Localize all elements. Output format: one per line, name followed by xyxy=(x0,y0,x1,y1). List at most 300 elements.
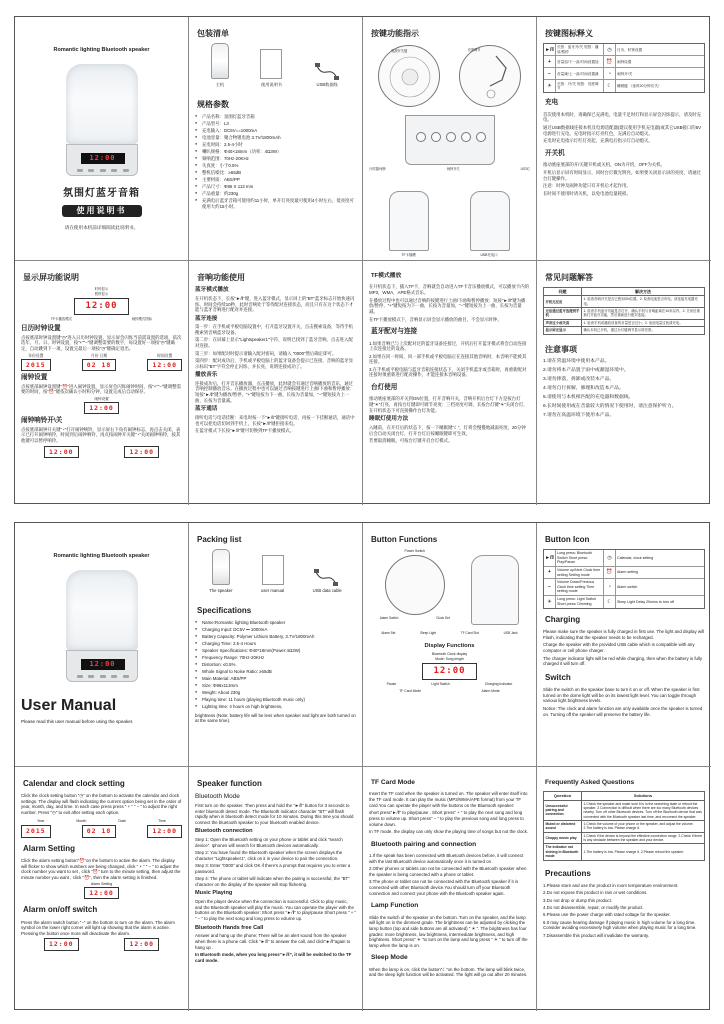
display-label: Bluetooth Clock display xyxy=(431,652,468,657)
en-conn-title: Bluetooth connection xyxy=(195,828,253,835)
cn-audio-panel xyxy=(189,261,363,505)
en-functions-title: Button Functions xyxy=(371,535,438,544)
en-lamp-illustration xyxy=(66,570,138,682)
en-lamp-title: Lamp Function xyxy=(371,902,419,910)
en-brand: Romantic lighting Bluetooth speaker xyxy=(53,553,150,559)
icon-desc: Sleep Light Delay 20mins to turn off xyxy=(617,599,674,604)
cn-packing-list xyxy=(195,43,356,87)
cn-functions-panel xyxy=(363,17,537,261)
en-top-diagram xyxy=(380,549,450,629)
power-para: 注意：时钟及闹钟功能只有开机后才起作用。 xyxy=(543,183,631,189)
table-row xyxy=(544,319,705,326)
packing-item-label: USB数据线 xyxy=(316,82,338,88)
en-faq-table xyxy=(543,791,705,860)
en-speaker-panel xyxy=(189,767,363,1011)
en-pair-title: Bluetooth pairing and connection xyxy=(371,840,477,848)
pair-item: 1.如果音响已与上次配对过的蓝牙设备连接过，开机后打开蓝牙模式将会自动连接上次连接过的设备。 xyxy=(369,340,527,352)
packing-item-manual xyxy=(260,49,282,87)
usb-cable-icon xyxy=(314,62,340,82)
en-icons-title: Button Icon xyxy=(545,535,590,544)
prec-item: 5.Please use the power charge with rated voltage for the speaker. xyxy=(543,912,671,918)
alarm-text: Click the alarm setting button“⏰”on the bottom to active the alarm. The display will flicker to show which numbers are being changed, click “ + ” “ − ” to adjust the clock number you want to set , click “⏰” turn to the minute setting, then adjust the minute number you want , click “⏰”, then the alarm setting is finished. xyxy=(21,857,181,880)
label-power-switch: Power Switch xyxy=(404,549,426,554)
cn-lamp-illustration xyxy=(66,64,138,176)
en-hf-title: Bluetooth Hands free Call xyxy=(195,924,264,931)
spec-item: ● Speaker Specifications: Φ40*18mm(Power:4Ω3W) xyxy=(195,648,356,654)
cn-specs-list xyxy=(195,114,356,209)
label-alarm-set: Alarm Set xyxy=(381,631,396,636)
faq-header: 问题 xyxy=(544,288,582,296)
en-speaker-title: Speaker function xyxy=(197,779,262,788)
faq-question: 无法通过蓝牙连接到手机 xyxy=(544,308,582,320)
display-label: Light Switch xyxy=(431,682,450,687)
cn-icon-table xyxy=(543,43,705,93)
spec-item: ● 充电输入：DC5V==1000mA xyxy=(195,128,356,134)
display-lcd: 12:00 xyxy=(422,663,476,681)
icon-desc: 音量加/下一曲 时间设置加 xyxy=(556,56,604,67)
time-lcd: 12:00 xyxy=(147,825,182,837)
display-label: Charging Indicator xyxy=(484,682,513,687)
power-para: 长时间不使用时请关机，以免电池电量耗损。 xyxy=(543,190,631,196)
cn-onoff-title: 闹钟响铃开\关 xyxy=(21,416,63,424)
spec-item: ● Whole Signal to Noise Ratio: ≥65dB xyxy=(195,669,356,675)
charging-para: The charger indicator light will be red while charging, then when the battery is fully charged it will turn off. xyxy=(543,655,703,667)
lcd-label: 月份 日期 xyxy=(90,353,108,358)
switch-para: Notice: The clock and alarm function are only available once the speaker is turned on. Turning off the speaker will preserve the battery life. xyxy=(543,706,703,717)
icon-desc: 长按：开/关 短按：亮度调节 xyxy=(556,80,604,92)
label-alarm-switch: Alarm Switch xyxy=(379,615,399,620)
spec-item: ● 失真度：小于0.5% xyxy=(195,163,356,169)
label-tf-mode: TF卡播放模式 xyxy=(50,317,72,322)
date-lcd: 02 18 xyxy=(82,825,117,837)
prec-item: 6.It may cause hearing damage if playing music in high volume for a long time. Consider avoiding excessively high volume when playing music for a long time. xyxy=(543,919,697,931)
packing-item-label: USB data cable xyxy=(312,588,342,594)
en-bt-title: Bluetooth Mode xyxy=(195,793,240,801)
cn-packing-specs-panel xyxy=(189,17,363,261)
onoff-lcd-row xyxy=(21,938,182,950)
icon-desc: 闹钟开/关 xyxy=(617,71,633,76)
conn-step: Step 4: The phone or tablet will indicate when the pairing is successful, the “BT” character on the display of the speaker will stop flickering. xyxy=(195,876,350,887)
table-row xyxy=(544,308,705,320)
en-sleep-title: Sleep Mode xyxy=(371,954,408,962)
alarm-lcd: 12:00 xyxy=(84,887,119,899)
calendar-lcd-row xyxy=(21,825,182,837)
faq-answer: 1.Check the volume of your phone or the speaker, and adjust the volume. 2.The battery is low. Please charge it. xyxy=(582,820,705,832)
en-side-diagram xyxy=(471,555,519,625)
en-packing-list xyxy=(195,549,356,593)
table-row xyxy=(544,844,705,860)
icon-row xyxy=(544,80,704,92)
cn-power-title: 开关机 xyxy=(545,149,565,157)
spec-item: ● Weight: About 230g xyxy=(195,690,356,696)
charging-para: Please make sure the speaker is fully charged in first use. The light and display will Flash, indicating that the speaker needs to be recharged. xyxy=(543,629,704,640)
table-row xyxy=(544,327,705,334)
cn-faq-title: 常见问题解答 xyxy=(545,273,593,282)
lcd-label: Alarm Setting xyxy=(90,882,113,887)
calendar-text: 点按底部时钟设置键“◷”进入日历时钟设置，显示屏会闪烁当前需设置的选项，依次选年、月、日、时钟设置，按“+”“−”键调整需要的数字，每设置好一项按“◷”键确定，自动跳到下一项，设置完最后一项按“◷”键确定退出。 xyxy=(21,334,182,352)
en-cover-panel xyxy=(15,523,189,767)
label-tf-slot: TF卡插槽 xyxy=(401,253,416,258)
cn-audio-title: 音响功能使用 xyxy=(197,273,245,282)
faq-header: Solutions xyxy=(582,792,705,800)
tf-text: In TF mode, the display can only show the playing time of songs but not the clock. xyxy=(369,829,529,835)
cn-display-title: 显示屏功能说明 xyxy=(23,273,79,282)
icon-desc: Volume up/Next Clock time setting Setting mode xyxy=(556,567,604,578)
table-row xyxy=(544,820,705,832)
onoff-text: Press the alarm switch button “◔” on the bottom to turn on the alarm. The alarm symbol on the lower right corner will light up showing that the alarm is active. Pressing the button once more will deactivate the alarm. xyxy=(21,919,175,936)
label-pause-display: 暂停显示 xyxy=(94,291,109,296)
play-pause-icon: ►/‖ xyxy=(544,44,556,55)
icon-desc: 音量减/上一曲 时间设置减 xyxy=(556,68,604,79)
faq-question: 显示屏无显示 xyxy=(544,327,582,334)
faq-question: 声音过小或失真 xyxy=(544,319,582,326)
en-onoff-title: Alarm on/off switch xyxy=(23,905,98,915)
en-display-title: Display Functions xyxy=(424,643,475,650)
lamp-text: 推动底座底部的开关到ON位置，打开音响开关，音响开机后台灯下方是按台灯键“☀”灯亮，再按台灯键即可调节亮度：三档亮度可调，长按台灯键“☀”关闭台灯，在开机状态下可直接操作台灯功能。 xyxy=(369,396,528,413)
spec-item: ● Frequency Range: 70Hz-20KHz xyxy=(195,655,356,661)
lamp-shade xyxy=(66,64,138,144)
display-label: Mode: Song length xyxy=(435,656,464,661)
charging-para: 首次使用本机时，请确保已充满电，电量不足时灯和显示屏会闪烁提示，请及时充电。 xyxy=(543,111,702,123)
cn-faq-panel xyxy=(537,261,711,505)
spec-item: ● 喇叭规格：Φ40×18mm（功率：4Ω3W） xyxy=(195,149,356,155)
icon-desc: Alarm setting xyxy=(617,570,638,575)
spec-item: ● Size: Φ86x113mm xyxy=(195,683,356,689)
english-manual-sheet xyxy=(14,522,710,1010)
icon-row xyxy=(544,596,704,608)
lamp-buttons xyxy=(77,675,129,678)
tf-text: 在TF卡播放模式下，音响显示屏会显示播放的曲目，不会显示时钟。 xyxy=(369,316,502,322)
cn-call-title: 蓝牙通话 xyxy=(195,406,218,413)
packing-item-label: The speaker xyxy=(209,588,233,594)
play-pause-icon: ►/‖ xyxy=(544,550,556,566)
conn-step: Step 2: You have found the Bluetooth speaker when the screen displays the character “Lightspeaker1”, click on it in your device to pair the connection. xyxy=(195,850,343,861)
cn-cover-note: 请在使用本机前详细阅读此说明书。 xyxy=(64,225,139,231)
icon-desc: Long press: Light Switch Short press: Dimming xyxy=(556,596,604,608)
charging-para: 充电时充电指示灯红灯亮起，充满电后指示灯自动熄灭。 xyxy=(543,138,653,144)
label-usb-jack: USB Jack xyxy=(503,631,518,636)
call-text: 接听电话与电话挂断：来电时按一下“►/‖”键接听电话，再按一下挂断通话，通话中也可以把电话切回到手机上，长按“►/‖”键拒接来电。 xyxy=(195,415,355,426)
sleep-text: 入睡前，在开灯后的状态下，按一下睡眠键“☾”，灯将会慢慢地减弱亮度，20分钟后会自动关闭台灯，打开台灯后按睡眠键即可生效。 xyxy=(369,424,526,436)
top-view-diagram xyxy=(378,45,440,107)
pair-item: 3.在手机或平板电脑与蓝牙音箱连接状态下，关闭手机蓝牙或音箱时，再重新配对连接时须重新进行配对操作，才能连接本音响设备。 xyxy=(369,366,527,378)
spec-item: ● 产品重量：约230g xyxy=(195,191,356,197)
note-item: 1.请在常温环境中使用本产品。 xyxy=(543,358,610,364)
play-text: 连接成功后，打开音乐播放器，点击播放，此时就会有通过音响播放的音乐，通过音响控制播放音乐。在播放过程中也可以通过音响按键进行上曲/下曲和暂停播放：短按“►/‖”键为播放/暂停，“+”键短按为下一曲，长按为音量加，“−”键短按为上一曲，长按为音量减。 xyxy=(195,380,355,403)
cn-calendar-title: 日历时钟设置 xyxy=(21,324,61,332)
alarm-switch-icon: ◔ xyxy=(604,68,616,79)
cn-sleep-title: 睡眠灯使用方法 xyxy=(369,416,409,423)
cn-icons-title: 按键图标释义 xyxy=(545,29,593,38)
en-faq-panel xyxy=(537,767,711,1011)
faq-question: The indicator not shining in Bluetooth mode xyxy=(544,844,582,860)
charging-para: 通过USB数据线连接本机及电源适配器(建议使用手机充电器)或其它USB接口的5V电源进行充电，充电时指示灯亮红色，充满后自动熄灭。 xyxy=(543,125,702,136)
note-item: 7.请勿在高温环境下使用本产品。 xyxy=(543,413,615,419)
bt-step: 第二步：在屏幕上显示“Lightspeaker1”字符，说明已找到了蓝牙音响，点击进入配对连接。 xyxy=(195,337,353,349)
cn-faq-table xyxy=(543,287,705,334)
side-ports-diagram xyxy=(470,191,510,251)
cn-tf-panel xyxy=(363,261,537,505)
faq-question: 开机无反应 xyxy=(544,296,582,308)
tf-text: Insert the TF card when the speaker is turned on. The speaker will enter itself into the TF card mode. It can play the music (MP3/WMA/APE format) from your TF card.You can operate the player with the buttons on the Bluetooth speaker: xyxy=(369,791,528,808)
light-icon: ☀ xyxy=(544,80,556,92)
spec-item: ● Charging Input: DC5V ⎓ 1000mA xyxy=(195,627,356,633)
en-packing-specs-panel xyxy=(189,523,363,767)
spec-item: ● 主要材质：ABS/PP xyxy=(195,177,356,183)
label-power-switch: 电源开关键 xyxy=(391,49,408,54)
cn-packing-title: 包装清单 xyxy=(197,29,229,38)
faq-answer: 1. 检查手机蓝牙功能是否打开，确认手机与音响距离在10米以内。2. 关闭后重新打开蓝牙功能，然后重新进行配对连接。 xyxy=(582,308,705,320)
label-brightness: 亮度调节 xyxy=(467,48,481,53)
spec-item: ● 产品型号：L3 xyxy=(195,121,356,127)
packing-item-manual xyxy=(261,555,284,593)
charging-para: Charge the speaker with the provided USB cable which is compatible with any computer or cell phone charger. xyxy=(543,642,695,654)
clock-icon: ◷ xyxy=(604,44,616,55)
en-faq-title: Frequently Asked Questions xyxy=(545,779,635,786)
lcd-label: Year xyxy=(37,818,45,823)
chinese-manual-sheet xyxy=(14,16,710,504)
alarm-off-lcd: 12:00 xyxy=(124,446,159,458)
lamp-base xyxy=(66,650,138,682)
sleep-icon: ☾ xyxy=(604,80,616,92)
lamp-base xyxy=(66,144,138,176)
prec-item: 2.Do not expose this product in rain or wet conditions. xyxy=(543,890,648,896)
icon-row xyxy=(544,550,704,567)
cn-cover-title: 氛围灯蓝牙音箱 xyxy=(63,188,140,200)
hf-text: Answer and hang up the phone: There will be an alert sound from the speaker when there is a phone call. Click “►/‖” to answer the call, and click“►/‖”again to hang up . xyxy=(195,933,351,950)
lcd-label: Month xyxy=(76,818,87,823)
label-clock-display: 时钟显示 xyxy=(94,287,109,292)
lcd-label: Time xyxy=(158,818,166,823)
en-charging-title: Charging xyxy=(545,614,581,624)
icon-desc: Long press: Bluetooth Switch Short press: Play/Pause xyxy=(556,550,604,566)
lamp-buttons xyxy=(77,169,129,172)
alarm-on-lcd: 12:00 xyxy=(44,446,79,458)
packing-item-label: 使用说明书 xyxy=(261,82,282,88)
table-row xyxy=(544,800,705,820)
en-calendar-panel xyxy=(15,767,189,1011)
packing-item-label: user manual xyxy=(261,588,285,594)
tf-text: 在开机状态下，插入TF卡，音响就会自动进入TF卡音乐播放模式，可以播放卡内的MP3，WMA，APE格式音乐。 xyxy=(369,284,530,296)
prec-item: 7.Disassemble this product will invalidate the warranty. xyxy=(543,932,650,938)
power-para: 开机后显示屏有时间显示，同时台灯微光明亮，如果要关闭显示屏的亮度，请通过台灯键操作。 xyxy=(543,170,702,181)
spec-note: brightness (Note: battery life will be less when speaker and light are both turned on at the same time). xyxy=(195,712,356,724)
faq-question: Choppy music play xyxy=(544,832,582,844)
cn-alarm-title: 闹钟设置 xyxy=(21,373,48,381)
faq-answer: 1. 检查手机或播放设备的音量是否过小。2. 电池电量过低请充电。 xyxy=(582,319,705,326)
en-tf-panel xyxy=(363,767,537,1011)
spec-item: ● Distortion: ≤0.5% xyxy=(195,662,356,668)
bt-step: 第四步：配对成功后，手机或平板电脑上的蓝牙设备会提示已连接，音响的蓝牙显示标识“BT”字符会停止闪烁，并长亮，说明连接成功了。 xyxy=(195,357,354,369)
packing-item-speaker xyxy=(211,43,229,87)
pair-item: 2.如果在同一时间，同一部手机或平板电脑正在连接其他音响时，本音响不能被其连接。 xyxy=(369,353,527,365)
bt-step: 第一步：在手机或平板电脑设置中，打开蓝牙设置开关，点击搜索设备，等待手机搜索到音响蓝牙设备。 xyxy=(195,324,354,336)
table-row xyxy=(544,832,705,844)
calendar-text: Click the clock setting button “◷” on the bottom to activate the calendar and clock settings. The display will flash indicating the current option being set in the order of year, month, day, and time. In each case press press “ + ” “ − ” to adjust the right number. Press “◷” to exit after setting each option. xyxy=(21,793,182,816)
en-calendar-title: Calendar and clock setting xyxy=(23,779,125,788)
plus-icon: + xyxy=(544,567,556,578)
label-clock: 计时器/闹钟 xyxy=(369,167,386,172)
plus-icon: + xyxy=(544,56,556,67)
faq-answer: 1.Check if the device is beyond the effective connection range. 2.Check if there is any obstacle between the speaker and your device. xyxy=(582,832,705,844)
packing-item-cable xyxy=(314,62,340,87)
en-prec-title: Precautions xyxy=(545,868,591,878)
en-cover-title: User Manual xyxy=(21,697,117,715)
alarm-text: 点按底部闹钟设置键“⏰”进入闹钟设置，显示屏会闪烁闹钟时间，按“+”“−”键调整需要的时间，按“⏰”键依次确认小时和分钟，设置完成后自动保存。 xyxy=(21,383,181,395)
pair-item: 1.If the speak has been connected with Bluetooth devices before, it will connect with the last Bluetooth device automatically once it is turned on . xyxy=(369,853,524,864)
note-item: 5.请使用与本机相匹配的充电器和数据线。 xyxy=(543,395,634,401)
en-icons-panel xyxy=(537,523,711,767)
spec-item: ● Lighting time: 4 hours on high brightness, xyxy=(195,704,356,710)
faq-answer: 1. 检查音响开关是否已拨到ON位置。2. 检查电池是否有电，请连接充电器充电。 xyxy=(582,296,705,308)
label-usb: USB充电口 xyxy=(480,253,498,258)
en-alarm-title: Alarm Setting xyxy=(23,843,76,853)
faq-answer: 1.Check the speaker and make sure it is in the searching state or reboot the speaker. 2.Connection is difficult when there are too many Bluetooth devices nearby. Turn off other Bluetooth devices. Turn off the Bluetooth device that was connected with the Bluetooth speaker last time, and reconnect the speaker. xyxy=(582,800,705,820)
icon-desc: Volume Down/Previous Clock time setting Time setting mode xyxy=(556,579,604,595)
bt-text: 在开机状态下，长按“►/‖”键，进入蓝牙模式，显示屏上的“BT”蓝牙标志开始快速闪烁，时间会持续10秒，此时音响处于等待配对连接状态，而且只有在这个状态下才能与蓝牙音响进行配对并连接。 xyxy=(195,295,355,313)
onoff-lcd-row xyxy=(21,446,182,458)
alarm-on-lcd: 12:00 xyxy=(44,938,79,950)
display-label: TF Card Mode xyxy=(399,688,422,693)
packing-item-speaker xyxy=(209,549,232,593)
label-tf-slot: TF Card Slot xyxy=(460,631,479,636)
lamp-shade xyxy=(66,570,138,650)
spec-item: ● 充满电后蓝牙音箱可使用约11小时，单开灯亮度最可使用4小时左右，低亮度可使用大约15小时。 xyxy=(195,198,356,209)
display-label: Alarm Mode xyxy=(481,688,500,693)
alarm-off-lcd: 12:00 xyxy=(124,938,159,950)
cn-icons-panel xyxy=(537,17,711,261)
en-specs-title: Specifications xyxy=(197,605,252,615)
spec-item: ● 产品尺寸：Φ86 X 113 mm xyxy=(195,184,356,190)
note-item: 2.请勿将本产品置于雨中或潮湿环境中。 xyxy=(543,367,629,373)
cn-brand: Romantic lighting Bluetooth speaker xyxy=(53,47,150,53)
label-clock-set: Clock Set xyxy=(436,615,450,620)
icon-row xyxy=(544,56,704,68)
light-icon: ☀ xyxy=(544,596,556,608)
spec-item: ● 产品名称：氛围灯蓝牙音箱 xyxy=(195,114,356,120)
icon-desc: 长按：蓝牙开/关 短按：播放/暂停 xyxy=(556,44,604,55)
cn-bt-conn-title: 蓝牙连接 xyxy=(195,315,218,322)
cn-cover-panel xyxy=(15,17,189,261)
icon-row xyxy=(544,579,704,596)
note-item: 6.长时间使用或在音量较大的情况下使用时，请注意保护听力。 xyxy=(543,404,677,410)
en-packing-title: Packing list xyxy=(197,535,242,544)
conn-step: Step 1: Open the Bluetooth setting on your phone or tablet and click “search device”. Iphones will search for Bluetooth devices automatically. xyxy=(195,837,343,848)
cn-functions-title: 按键功能指示 xyxy=(371,29,419,38)
bt-text: First turn on the speaker. Then press and hold the “►/‖” button for 3 seconds to enter bluetooth detect mode. The Bluetooth indicator character “BT” will flash rapidly when in bluetooth detect mode for 10 minutes. During this time you should connect the bluetooth speaker to your bluetooth enabled device. xyxy=(195,802,354,825)
lamp-lcd: 12:00 xyxy=(81,153,125,164)
icon-desc: Calendar, clock setting xyxy=(617,555,654,560)
minus-icon: − xyxy=(544,579,556,595)
cn-tf-title: TF模式播放 xyxy=(371,273,402,279)
en-cover-note: Please read this user manual before using the speaker. xyxy=(21,718,134,724)
bt-step: 第三步：如果配对时提示请输入配对密码，请输入 “0000”然后确定即可。 xyxy=(195,350,337,356)
icon-desc: 睡眠键 （延时20分钟后关） xyxy=(617,84,662,89)
switch-para: Slide the switch on the speaker base to turn it on or off. When the speaker is first turned on the dome light will be on its lowest light level. You can toggle through various light brightness levels. xyxy=(543,687,700,704)
note-item: 3.请勿摔落，拆卸或改装本产品。 xyxy=(543,376,615,382)
pair-item: 3.The phone or tablet can not be connected with the Bluetooth speaker if it is connected with other Bluetooth device.You should turn off your Bluetooth connection and connect your phone with the Bluetooth speaker again. xyxy=(369,879,519,896)
faq-answer: 1.The battery is low. Please charge it. 2.Please reboot the speaker. xyxy=(582,844,705,860)
spec-item: ● Playing time: 11 hours (playing Bluetooth music only) xyxy=(195,697,356,703)
calendar-lcd-row xyxy=(21,354,182,371)
spec-item: ● Charging Time: 2.5-4 Hours xyxy=(195,641,356,647)
tf-text: 在播放过程中也可以通过音响的按键进行上曲/下曲和暂停播放：短按“►/‖”键为播放/暂停，“+”键短按为下一曲，长按为音量加，“−”键短按为上一曲，长按为音量减。 xyxy=(369,297,526,314)
en-functions-panel xyxy=(363,523,537,767)
music-text: Open the player device when the connection is successful. Click to play music, and the Bluetooth speaker will play the music. You can operate the player with the buttons on the Bluetooth speaker: Short press “►/‖” to play/pause Short press “ + ” “ − ” to play the next song and long press to volume up. xyxy=(195,899,357,921)
packing-item-label: 主机 xyxy=(215,82,225,88)
year-lcd: 2015 xyxy=(21,359,51,371)
lcd-label: 时间设置 xyxy=(157,353,173,358)
en-switch-title: Switch xyxy=(545,672,571,682)
cn-play-title: 播放音乐 xyxy=(195,372,218,379)
cn-pair-title: 蓝牙配对与连接 xyxy=(371,328,418,336)
faq-header: 解决方法 xyxy=(582,288,705,296)
spec-item: ● Battery Capacity: Polymer Lithium Battery, 3.7V/1800mAh xyxy=(195,634,356,640)
note-item: 4.请勿自行拆解，修理和改造本产品。 xyxy=(543,386,624,392)
cn-specs-title: 规格参数 xyxy=(197,99,229,109)
onoff-text: 点按底部闹钟开关键“◔”打开闹钟响铃，显示屏右下角有闹钟标志，再点击关闭，表示已打开闹钟响铃，时间到后闹钟响铃，再点按闹钟开关键“◔”关闭闹钟响铃，按其他键可以暂停响铃。 xyxy=(21,426,181,444)
faq-question: Muted or distorted sound xyxy=(544,820,582,832)
spec-item: ● Main Material: ABS/PP xyxy=(195,676,356,682)
cn-display-panel xyxy=(15,261,189,505)
alarm-lcd: 12:00 xyxy=(84,402,119,414)
power-para: 推动底座底部的开/关键开机或关机，ON为开机，OFF为关机。 xyxy=(543,162,665,168)
spec-item: ● 整机信噪比：≥65dB xyxy=(195,170,356,176)
sleep-note: 若要取消睡眠，可按台灯键开启台灯模式。 xyxy=(369,438,453,444)
spec-item: ● 频响范围：70Hz-20KHz xyxy=(195,156,356,162)
clock-icon: ◷ xyxy=(604,550,616,566)
prec-item: 1.Please store and use the product in room temperature environment. xyxy=(543,882,679,888)
en-icon-table xyxy=(543,549,705,609)
display-label: Pause xyxy=(386,682,397,687)
call-note: 在蓝牙模式下长按“►/‖”键可切换到TF卡播放模式。 xyxy=(195,428,295,434)
spec-item: ● 电池容量：聚合物锂电池 3.7V/1800mAh xyxy=(195,135,356,141)
cn-lamp-title: 台灯使用 xyxy=(371,383,398,391)
spec-item: ● 充电时间：2.5-4小时 xyxy=(195,142,356,148)
icon-desc: 闹钟设置 xyxy=(617,59,632,64)
icon-desc: 日历、时钟设置 xyxy=(617,47,643,52)
spec-item: ● Name:Romantic lighting Bluetooth speaker xyxy=(195,620,356,626)
icon-row xyxy=(544,68,704,80)
icon-row xyxy=(544,44,704,56)
minus-icon: − xyxy=(544,68,556,79)
en-music-title: Music Playing xyxy=(195,890,233,897)
cn-notes-title: 注意事项 xyxy=(545,344,577,354)
faq-question: Unsuccessful pairing and connection xyxy=(544,800,582,820)
cn-front-panel-diagram xyxy=(405,115,495,165)
display-lcd: 12:00 xyxy=(74,298,128,316)
faq-answer: 确认本机已开机，通过台灯键调节显示屏亮度。 xyxy=(582,327,705,334)
sleep-text: When the lamp is on, click the button“☾”on the bottom. The lamp will blink twice, and the sleep light function will be activated. The light will go out after 20 minutes. xyxy=(369,966,528,978)
back-view-diagram xyxy=(389,191,429,251)
pair-item: 2.Other phones or tablets can not be connected with the Bluetooth speaker when the speaker is being connected with a phone or tablet. xyxy=(369,866,527,877)
sleep-icon: ☾ xyxy=(604,596,616,608)
label-sleep-light: Sleep Light xyxy=(420,631,437,636)
cn-charging-title: 充电 xyxy=(545,99,559,107)
lcd-label: 闹钟设置 xyxy=(94,397,109,401)
prec-item: 4.Do not disassemble, repair, or modify the product. xyxy=(543,905,644,910)
lcd-label: Date xyxy=(118,818,127,823)
label-led: LED灯 xyxy=(520,167,530,172)
alarm-icon: ⏰ xyxy=(604,567,616,578)
lamp-text: Slide the switch of the speaker on the bottom. Turn on the speaker, and the lamp will light on in the dimmest grade. The brightness can be adjusted by clicking the lamp button (top and side buttons are all activated) “ ☀ ”. The brightness has four grades: more brightness, low brightness, intermediate brightness, and high brightness. Short press“ ☀ ”to turn on the lamp and long press “ ☀ ” to turn off the lamp when the lamp is on. xyxy=(369,914,528,948)
hf-note: In Bluetooth mode, when you long press“►/‖”, it will be switched to the TF card mode. xyxy=(195,952,352,963)
alarm-switch-icon: ◔ xyxy=(604,579,616,595)
cn-bt-title: 蓝牙模式播放 xyxy=(195,287,229,294)
faq-header: Question xyxy=(544,792,582,800)
prec-item: 3.Do not drop or dump this product. xyxy=(543,897,613,903)
alarm-icon: ⏰ xyxy=(604,56,616,67)
